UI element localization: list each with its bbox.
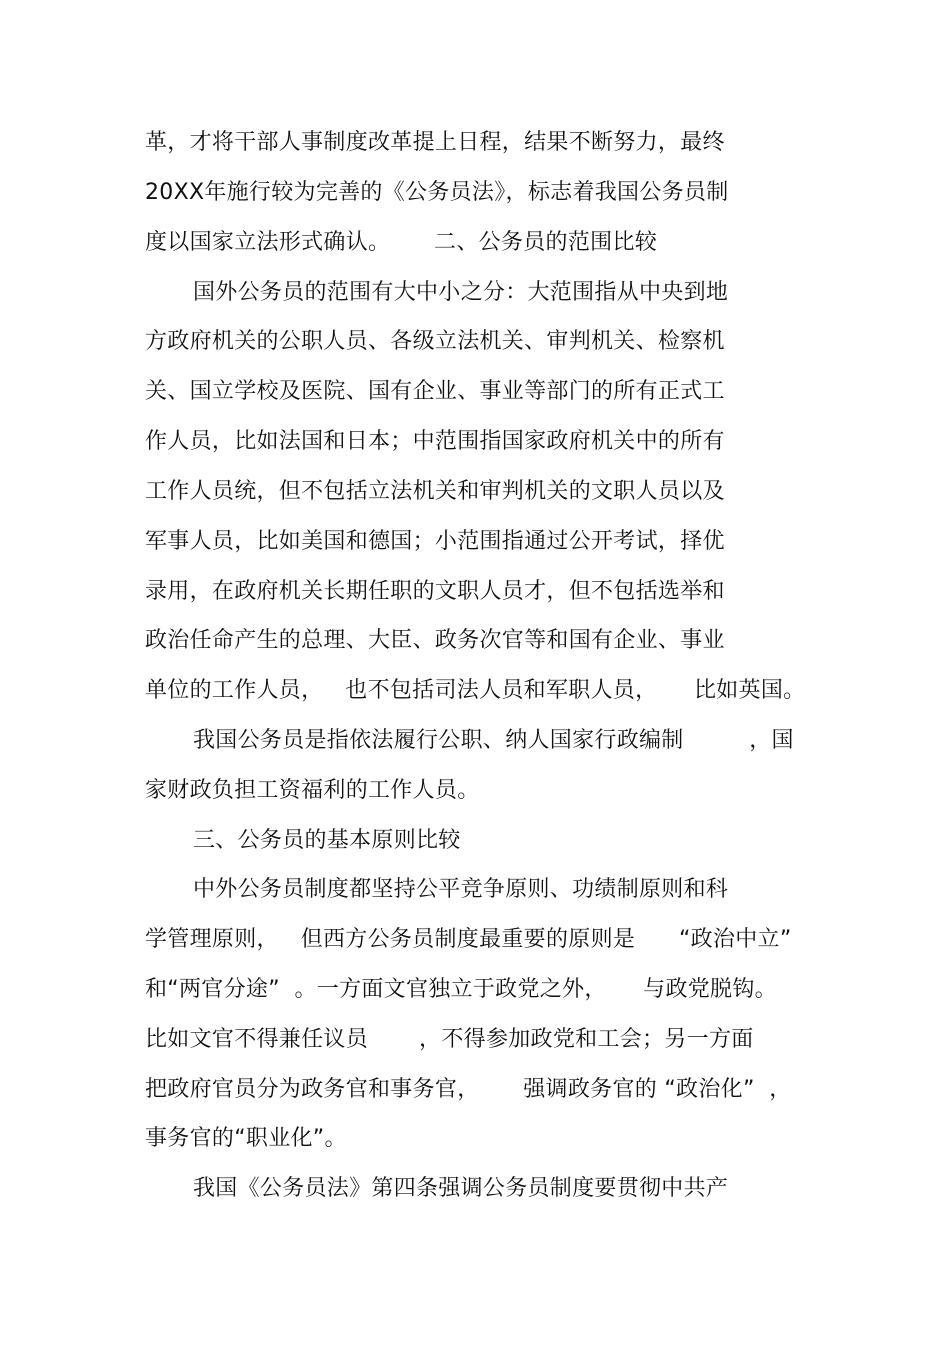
text-line: 比如文官不得兼任议员 ，不得参加政党和工会；另一方面 — [145, 1027, 754, 1052]
text-line: 革，才将干部人事制度改革提上日程，结果不断努力，最终 — [145, 130, 725, 155]
text-line: 录用，在政府机关长期任职的文职人员才，但不包括选举和 — [145, 579, 725, 604]
text-line: 把政府官员分为政务官和事务官， 强调政务官的 “政治化” ， — [145, 1077, 792, 1102]
text-line: 方政府机关的公职人员、各级立法机关、审判机关、检察机 — [145, 329, 725, 354]
text-line: 军事人员，比如美国和德国；小范围指通过公开考试，择优 — [145, 529, 725, 554]
text-line: 工作人员统，但不包括立法机关和审判机关的文职人员以及 — [145, 479, 725, 504]
paragraph-start-line: 国外公务员的范围有大中小之分：大范围指从中央到地 — [193, 280, 729, 305]
paragraph-start-line: 我国公务员是指依法履行公职、纳人国家行政编制 ，国 — [193, 728, 794, 753]
paragraph-start-line: 我国《公务员法》第四条强调公务员制度要贯彻中共产 — [193, 1176, 729, 1201]
text-line: 20XX年施行较为完善的《公务员法》，标志着我国公务员制 — [145, 180, 729, 205]
text-line: 学管理原则， 但西方公务员制度最重要的原则是 “政治中立” — [145, 927, 792, 952]
text-line: 事务官的“职业化”。 — [145, 1126, 347, 1151]
text-line: 关、国立学校及医院、国有企业、事业等部门的所有正式工 — [145, 379, 725, 404]
text-line: 政治任命产生的总理、大臣、政务次官等和国有企业、事业 — [145, 628, 725, 653]
text-line: 作人员，比如法国和日本；中范围指国家政府机关中的所有 — [145, 429, 725, 454]
text-line: 度以国家立法形式确认。 二、公务员的范围比较 — [145, 230, 658, 255]
paragraph-start-line: 中外公务员制度都坚持公平竞争原则、功绩制原则和科 — [193, 877, 729, 902]
text-line: 单位的工作人员， 也不包括司法人员和军职人员， 比如英国。 — [145, 678, 806, 703]
text-line: 家财政负担工资福利的工作人员。 — [145, 778, 480, 803]
text-line: 和“两官分途” 。一方面文官独立于政党之外， 与政党脱钩。 — [145, 977, 777, 1002]
section-heading: 三、公务员的基本原则比较 — [193, 828, 461, 853]
